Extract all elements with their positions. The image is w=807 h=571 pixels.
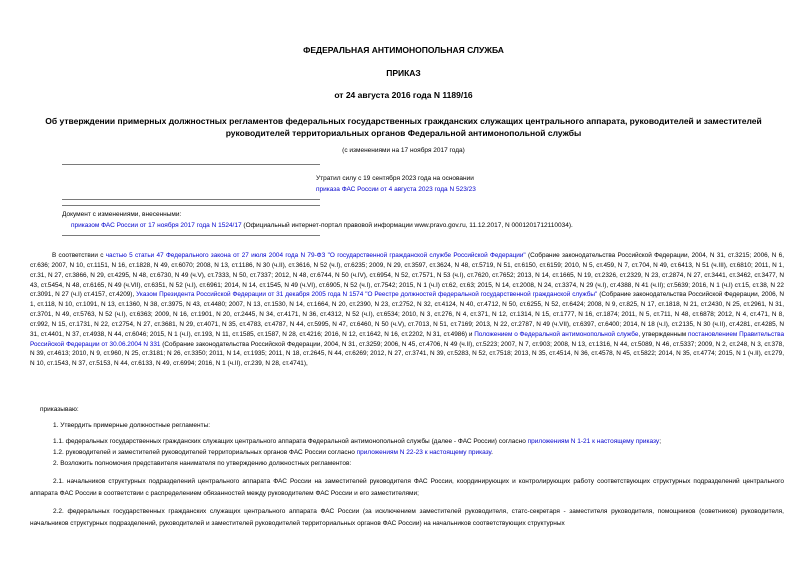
item-2: 2. Возложить полномочия представителя нанимателя по утверждению должностных регламентов: (53, 460, 352, 467)
preamble-text: (Собрание законодательства Российской Федерации, 2004, N 31, ст.3215; 2006, N 6, ст.636; 2007, N 10, ст.1151, N 16, ст.1828, N 49, ст.6070; 2008, N 13, ст.1186, N 30 (ч.II), ст.3616, N 52 (ч.I), ст.6235; 2009, N 29, ст.3597, ст.3624, N 48, ст.5719, N 51, ст.6150, ст.6159; 2010, N 5, ст.459, N 7, ст.704, N 49, ст.6413, N 51 (ч.III), ст.6810; 2011, N 1, ст.31, N 27, ст.3866, N 29, ст.4295, N 48, ст.6730, N 49 (ч.V), ст.7333, N 50, ст.7337; 2012, N 48, ст.6744, N 50 (ч.IV), ст.6954, N 52, ст.7571, N 53 (ч.I), ст.7620, ст.7652; 2013, N 14, ст.1665, N 19, ст.2326, ст.2329, N 23, ст.2874, N 27, ст.3441, ст.3462, ст.3477, N 43, ст.5454, N 48, ст.6165, N 49 (ч.VII), ст.6351, N 52 (ч.I), ст.6961; 2014, N 14, ст.1545, N 49 (ч.VI), ст.6905, N 52 (ч.I), ст.7542; 2015, N 1 (ч.I) ст.62, ст.63; 2015, N 14, ст.2008, N 24, ст.3374, N 29 (ч.I), ст.4388, N 41 (ч.II); ст.5639; 2016, N 1 (ч.I) ст.15, ст.38, N 22 ст.3091, N 27 (ч.I) ст.4157, ст.4209), (30, 252, 784, 299)
changes-link[interactable]: приказом ФАС России от 17 ноября 2017 года N 1524/17 (71, 221, 242, 229)
document-title: Об утверждении примерных должностных регламентов федеральных государственных гражданских служащих центрального аппарата, руководителей и заместителей руководителей территориальных органов Федеральной антимонопольной службы (45, 116, 762, 138)
divider (62, 205, 320, 206)
divider (62, 164, 320, 165)
item-1-2-end: . (491, 449, 493, 456)
expired-text: Утратил силу с 19 сентября 2023 года на основании (316, 175, 474, 182)
preamble-paragraph (30, 251, 784, 369)
appendix-1-21-link[interactable]: приложениям N 1-21 к настоящему приказу (527, 438, 660, 445)
government-resolution-link[interactable]: постановлением Правительства Российской Федерации от 30.06.2004 N 331 (30, 330, 785, 348)
expired-notice (316, 175, 616, 194)
item-1-2-text: 1.2. руководителей и заместителей руководителей территориальных органов ФАС России согласно (53, 449, 357, 456)
item-1-1-text: 1.1. федеральных государственных гражданских служащих центрального аппарата Федеральной антимонопольной службы (далее - ФАС России) согласно (53, 438, 528, 445)
item-1-1-end: ; (659, 438, 661, 445)
divider (62, 235, 320, 236)
federal-law-link[interactable]: частью 5 статьи 47 Федерального закона от 27 июля 2004 года N 79-ФЗ "О государственной гражданской службе Российской Федерации" (105, 252, 526, 259)
changes-label: Документ с изменениями, внесенными: (62, 211, 182, 218)
expired-basis-link[interactable]: приказа ФАС России от 4 августа 2023 года N 523/23 (316, 185, 476, 193)
document-type: ПРИКАЗ (386, 68, 421, 78)
document-date-number: от 24 августа 2016 года N 1189/16 (334, 90, 473, 100)
item-1-1 (53, 437, 661, 446)
preamble-text: В соответствии с (52, 252, 106, 259)
item-1-2 (53, 448, 493, 457)
fas-regulation-link[interactable]: Положением о Федеральной антимонопольной службе (474, 330, 639, 338)
issuing-authority: ФЕДЕРАЛЬНАЯ АНТИМОНОПОЛЬНАЯ СЛУЖБА (303, 45, 504, 55)
divider (62, 199, 320, 200)
appendix-22-23-link[interactable]: приложениям N 22-23 к настоящему приказу (356, 449, 492, 456)
preamble-text: (Собрание законодательства Российской Федерации, 2006, N 1, ст.118, N 10, ст.1091, N 13, ст.1360, N 38, ст.3975, N 43, ст.4480; 2007, N 13, ст.1530, N 14, ст.1664, N 20, ст.2390, N 23, ст.2752, N 32, ст.4124, N 40, ст.4712, N 50, ст.6255, N 52, ст.6424; 2008, N 9, ст.825, N 17, ст.1818, N 21, ст.2430, N 25, ст.2961, N 31, ст.3701, N 49, ст.5763, N 52 (ч.I), ст.6363; 2009, N 16, ст.1901, N 20, ст.2445, N 34, ст.4171, N 36, ст.4312, N 52 (ч.I), ст.6534; 2010, N 3, ст.276, N 4, ст.371, N 12, ст.1314, N 15, ст.1777, N 16, ст.1874; 2011, N 5, ст.711, N 48, ст.6878; 2012, N 4, ст.471, N 8, ст.992, N 15, ст.1731, N 22, ст.2754, N 27, ст.3681, N 29, ст.4071, N 35, ст.4783, ст.4787, N 44, ст.5995, N 47, ст.6460, N 50 (ч.V), ст.7013, N 51, ст.7169; 2013, N 22, ст.2787, N 49 (ч.VII), ст.6397, ст.6400; 2014, N 18 (ч.I), ст.2135, N 30 (ч.II), ст.4281, ст.4285, N 31, ст.4401, N 37, ст.4938, N 44, ст.6046; 2015, N 1 (ч.I), ст.193, N 11, ст.1585, ст.1587, N 28, ст.4216; 2016, N 12, ст.1642, N 16, ст.2202, N 31, ст.4986) и (30, 291, 784, 338)
item-2-1: 2.1. начальников структурных подразделений центрального аппарата ФАС России на заместителей руководителя ФАС России, координирующих и контролирующих работу соответствующих структурных подразделений центрального аппарата ФАС России в соответствии с распределением обязанностей между руководителем ФАС России и его заместителями; (30, 478, 784, 497)
item-1: 1. Утвердить примерные должностные регламенты: (53, 422, 211, 429)
order-word: приказываю: (40, 406, 79, 413)
item-2-2: 2.2. федеральных государственных гражданских служащих центрального аппарата ФАС России (за исключением заместителей руководителя, статс-секретаря - заместителя руководителя, помощников (советников) руководителя, начальников структурных подразделений, руководителей и заместителей руководителей территориальных органов ФАС России) на начальников соответствующих структурных (30, 508, 784, 527)
presidential-decree-link[interactable]: Указом Президента Российской Федерации от 31 декабря 2005 года N 1574 "О Реестре должностей федеральной государственной гражданской службы" (136, 291, 598, 299)
preamble-text: , утвержденным (638, 330, 688, 338)
edition-note: (с изменениями на 17 ноября 2017 года) (342, 147, 465, 154)
changes-notice (62, 211, 782, 230)
changes-source: (Официальный интернет-портал правовой информации www.pravo.gov.ru, 11.12.2017, N 0001201712110034). (241, 221, 573, 229)
preamble-text: (Собрание законодательства Российской Федерации, 2004, N 31, ст.3259; 2006, N 45, ст.4706, N 49 (ч.II), ст.5223; 2007, N 7, ст.903; 2008, N 13, ст.1316, N 44, ст.5089, N 46, ст.5337; 2009, N 2, ст.248, N 3, ст.378, N 39, ст.4613; 2010, N 9, ст.960, N 25, ст.3181; N 26, ст.3350; 2011, N 14, ст.1935; 2011, N 18, ст.2645, N 44, ст.6269; 2012, N 27, ст.3741, N 39, ст.5283, N 52, ст.7518; 2013, N 35, ст.4514, N 36, ст.4578, N 45, ст.5822; 2014, N 35, ст.4774; 2015, N 1 (ч.II), ст.279, N 10, ст.1543, N 37, ст.5153, N 44, ст.6133, N 49, ст.6994; 2016, N 1 (ч.II), ст.239, N 28, ст.4741), (30, 340, 784, 368)
